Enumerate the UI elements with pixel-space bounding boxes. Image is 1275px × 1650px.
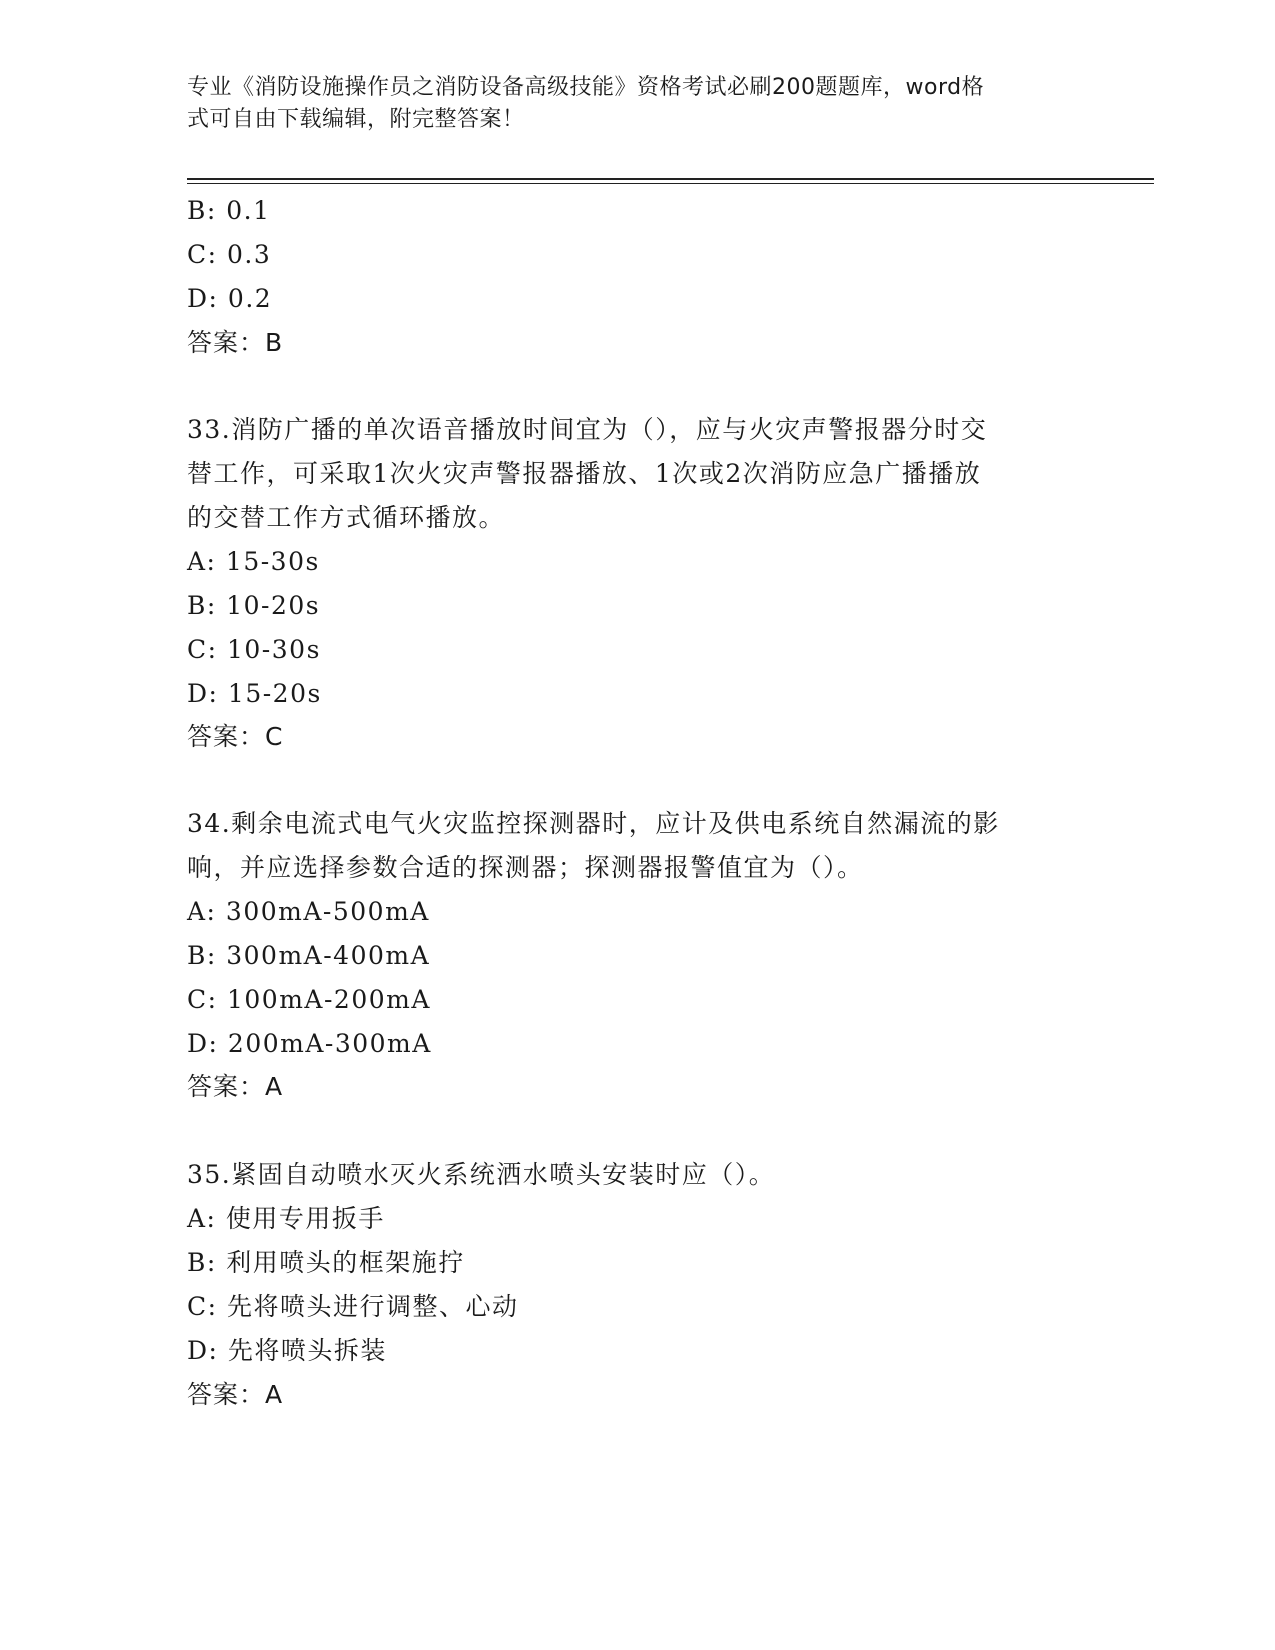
q34-answer: 答案：A — [187, 1072, 284, 1101]
q33-stem-line-2: 替工作，可采取1次火灾声警报器播放、1次或2次消防应急广播播放 — [187, 459, 982, 488]
q34-option-a: A: 300mA-500mA — [187, 897, 430, 926]
header-line-1: 专业《消防设施操作员之消防设备高级技能》资格考试必刷200题题库，word格 — [187, 75, 985, 100]
header-divider-thin — [187, 183, 1154, 184]
q34-option-b: B: 300mA-400mA — [187, 941, 431, 970]
q34-option-d: D: 200mA-300mA — [187, 1029, 432, 1058]
q35-option-b: B: 利用喷头的框架施拧 — [187, 1248, 465, 1277]
header-line-2: 式可自由下载编辑，附完整答案！ — [187, 107, 525, 132]
q33-answer: 答案：C — [187, 722, 284, 751]
q32-option-c: C: 0.3 — [187, 240, 272, 269]
q32-answer: 答案：B — [187, 328, 284, 357]
q34-stem-line-1: 34.剩余电流式电气火灾监控探测器时，应计及供电系统自然漏流的影 — [187, 809, 1000, 838]
q35-answer: 答案：A — [187, 1380, 284, 1409]
q33-option-b: B: 10-20s — [187, 591, 321, 620]
q33-option-d: D: 15-20s — [187, 679, 322, 708]
header-divider-thick — [187, 178, 1154, 180]
document-header — [187, 72, 1067, 136]
q33-option-a: A: 15-30s — [187, 547, 320, 576]
q34-option-c: C: 100mA-200mA — [187, 985, 431, 1014]
q33-option-c: C: 10-30s — [187, 635, 321, 664]
q32-option-d: D: 0.2 — [187, 284, 273, 313]
q33-stem-line-3: 的交替工作方式循环播放。 — [187, 503, 506, 532]
q35-option-c: C: 先将喷头进行调整、心动 — [187, 1292, 519, 1321]
q33-stem-line-1: 33.消防广播的单次语音播放时间宜为（），应与火灾声警报器分时交 — [187, 415, 988, 444]
q34-stem-line-2: 响，并应选择参数合适的探测器；探测器报警值宜为（）。 — [187, 853, 864, 882]
q35-option-a: A: 使用专用扳手 — [187, 1204, 385, 1233]
q35-option-d: D: 先将喷头拆装 — [187, 1336, 387, 1365]
q35-stem-line-1: 35.紧固自动喷水灭火系统洒水喷头安装时应（）。 — [187, 1160, 776, 1189]
q32-option-b: B: 0.1 — [187, 196, 271, 225]
